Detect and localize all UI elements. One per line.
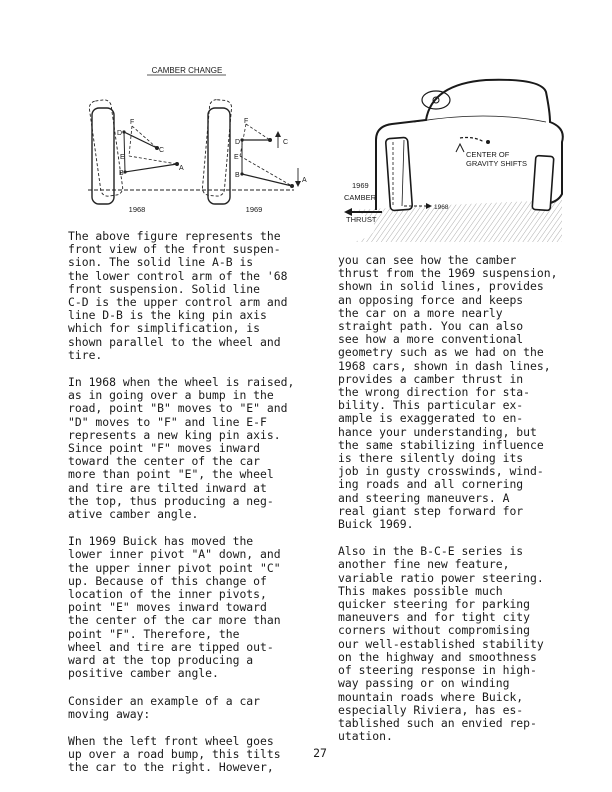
upper-arm-1968-raised <box>132 126 157 148</box>
label-f-1969: F <box>244 118 249 125</box>
road-surface <box>354 200 562 242</box>
label-a-1968: A <box>179 165 184 172</box>
year-1969-label: 1969 <box>245 205 263 214</box>
camber-change-diagram <box>80 60 320 220</box>
label-f-1968: F <box>130 119 135 126</box>
cog-pointer-icon <box>456 144 464 152</box>
upper-arm-1969-raised <box>246 124 270 140</box>
label-d-1969: D <box>235 139 241 146</box>
camber-change-title: CAMBER CHANGE <box>151 66 223 75</box>
pivot-a-1969 <box>290 184 294 188</box>
label-camber: CAMBER <box>344 193 377 202</box>
cog-label-line2: GRAVITY SHIFTS <box>466 159 527 168</box>
paragraph: The above figure represents the front view of the front suspen- sion. The solid line A-B is the lower control arm of the '68 front suspension. Solid line C-D is the upper control arm and line D-B is the king pin axis which for simplification, is shown parallel to the wheel and tire. <box>68 229 288 362</box>
cog-point <box>486 140 490 144</box>
label-b-1969: B <box>235 172 240 179</box>
label-1968: 1968 <box>434 204 449 211</box>
label-c-1968: C <box>159 147 165 154</box>
arrowhead-down-icon <box>295 181 301 187</box>
wheel-1969-raised <box>202 99 232 197</box>
lower-arm-1969-raised <box>240 156 292 186</box>
cog-label <box>466 150 527 168</box>
car-roofline <box>414 116 546 122</box>
page-number: 27 <box>313 746 327 760</box>
point-d-1968 <box>122 130 125 133</box>
label-b-1968: B <box>119 170 124 177</box>
text-column-left <box>68 230 318 789</box>
label-c-1969: C <box>283 139 289 146</box>
kingpin-1968-raised <box>129 126 132 156</box>
label-thrust: THRUST <box>346 215 377 224</box>
lower-arm-1969 <box>242 174 292 186</box>
wheel-1968-raised <box>88 99 123 197</box>
paragraph: In 1968 when the wheel is raised, as in going over a bump in the road, point "B" moves to "E" and "D" moves to "F" and line E-F represents a new king pin axis. Since point "F" moves inward toward the center of the car more than point "E", the wheel and tire are tilted inward at the top, thus producing a neg- ative camber angle. <box>68 375 295 522</box>
label-e-1968: E <box>120 154 125 161</box>
paragraph: you can see how the camber thrust from the 1969 suspension, shown in solid lines, provides an opposing force and keeps the car on a more nearly straight path. You can also see how a more conventional geometry such as we had on the 1968 cars, shown in dash lines, provides a camber thrust in the wrong direction for sta- bility. This particular ex- ample is exaggerated to en- hance your understanding, but the same stabilizing influence is there silently doing its job in gusty crosswinds, wind- ing roads and all cornering and steering maneuvers. A real giant step forward for Buick 1969. <box>338 253 558 532</box>
paragraph: When the left front wheel goes up over a road bump, this tilts the car to the right. However, <box>68 733 281 775</box>
year-1968-label: 1968 <box>128 205 146 214</box>
car-camber-thrust-diagram <box>336 62 566 242</box>
label-e-1969: E <box>234 154 239 161</box>
cog-shift-arrow-icon <box>460 138 484 143</box>
point-b-1969 <box>240 172 243 175</box>
pivot-c-1969 <box>268 138 272 142</box>
paragraph: Consider an example of a car moving away: <box>68 693 261 721</box>
tire-right <box>532 155 554 210</box>
upper-arm-1968 <box>124 132 157 148</box>
label-a-1969: A <box>302 177 307 184</box>
lower-arm-1968-raised <box>129 156 177 164</box>
tire-left <box>386 137 413 210</box>
kingpin-1968 <box>124 132 125 172</box>
arrowhead-up-icon <box>275 131 281 137</box>
label-1969: 1969 <box>352 181 369 190</box>
paragraph: In 1969 Buick has moved the lower inner pivot "A" down, and the upper inner pivot point "C" up. Because of this change of location of the inner pivots, point "E" moves inward toward the center of the car more than point "F". Therefore, the wheel and tire are tipped out- ward at the top producing a positive camber angle. <box>68 534 281 681</box>
paragraph: Also in the B-C-E series is another fine new feature, variable ratio power steering. This makes possible much quicker steering for parking maneuvers and for tight city corners without compromising our well-established stability on the highway and smoothness of steering response in high- way passing or on winding mountain roads where Buick, especially Riviera, has es- tablished such an envied rep- utation. <box>338 544 544 744</box>
lower-arm-1968 <box>125 164 177 172</box>
text-column-right <box>338 254 588 757</box>
cog-label-line1: CENTER OF <box>466 150 510 159</box>
point-b-1968 <box>123 170 126 173</box>
point-d-1969 <box>240 138 243 141</box>
label-d-1968: D <box>117 130 123 137</box>
